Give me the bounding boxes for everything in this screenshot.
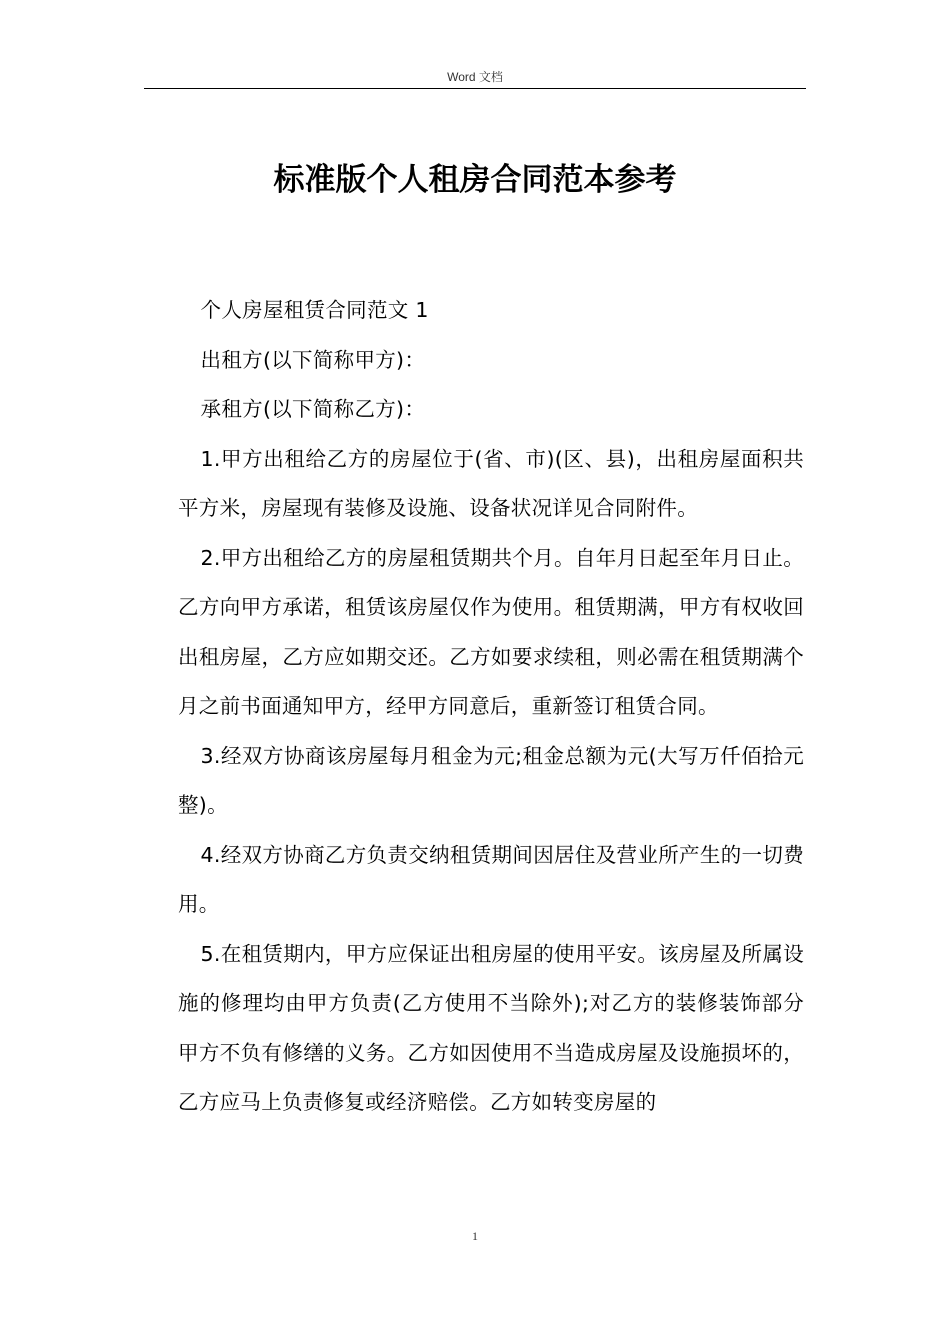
paragraph: 4.经双方协商乙方负责交纳租赁期间因居住及营业所产生的一切费用。 — [178, 842, 804, 916]
paragraph: 承租方(以下简称乙方)： — [200, 397, 426, 421]
paragraph: 1.甲方出租给乙方的房屋位于(省、市)(区、县)，出租房屋面积共平方米，房屋现有装修及设施、设备状况详见合同附件。 — [178, 446, 804, 520]
document-body — [178, 286, 804, 1128]
paragraph: 出租方(以下简称甲方)： — [200, 347, 426, 372]
page-number: 1 — [472, 1229, 478, 1243]
paragraph: 5.在租赁期内，甲方应保证出租房屋的使用平安。该房屋及所属设施的修理均由甲方负责(乙方使用不当除外);对乙方的装修装饰部分甲方不负有修缮的义务。乙方如因使用不当造成房屋及设施损坏的，乙方应马上负责修复或经济赔偿。乙方如转变房屋的 — [178, 941, 804, 1114]
document-title: 标准版个人租房合同范本参考 — [273, 162, 677, 198]
paragraph: 2.甲方出租给乙方的房屋租赁期共个月。自年月日起至年月日止。乙方向甲方承诺，租赁该房屋仅作为使用。租赁期满，甲方有权收回出租房屋，乙方应如期交还。乙方如要求续租，则必需在租赁期满个月之前书面通知甲方，经甲方同意后，重新签订租赁合同。 — [178, 545, 804, 718]
paragraph: 3.经双方协商该房屋每月租金为元;租金总额为元(大写万仟佰拾元整)。 — [178, 743, 804, 817]
page-header — [144, 66, 806, 89]
paragraph: 个人房屋租赁合同范文 1 — [200, 298, 429, 322]
header-label: Word 文档 — [447, 70, 503, 84]
